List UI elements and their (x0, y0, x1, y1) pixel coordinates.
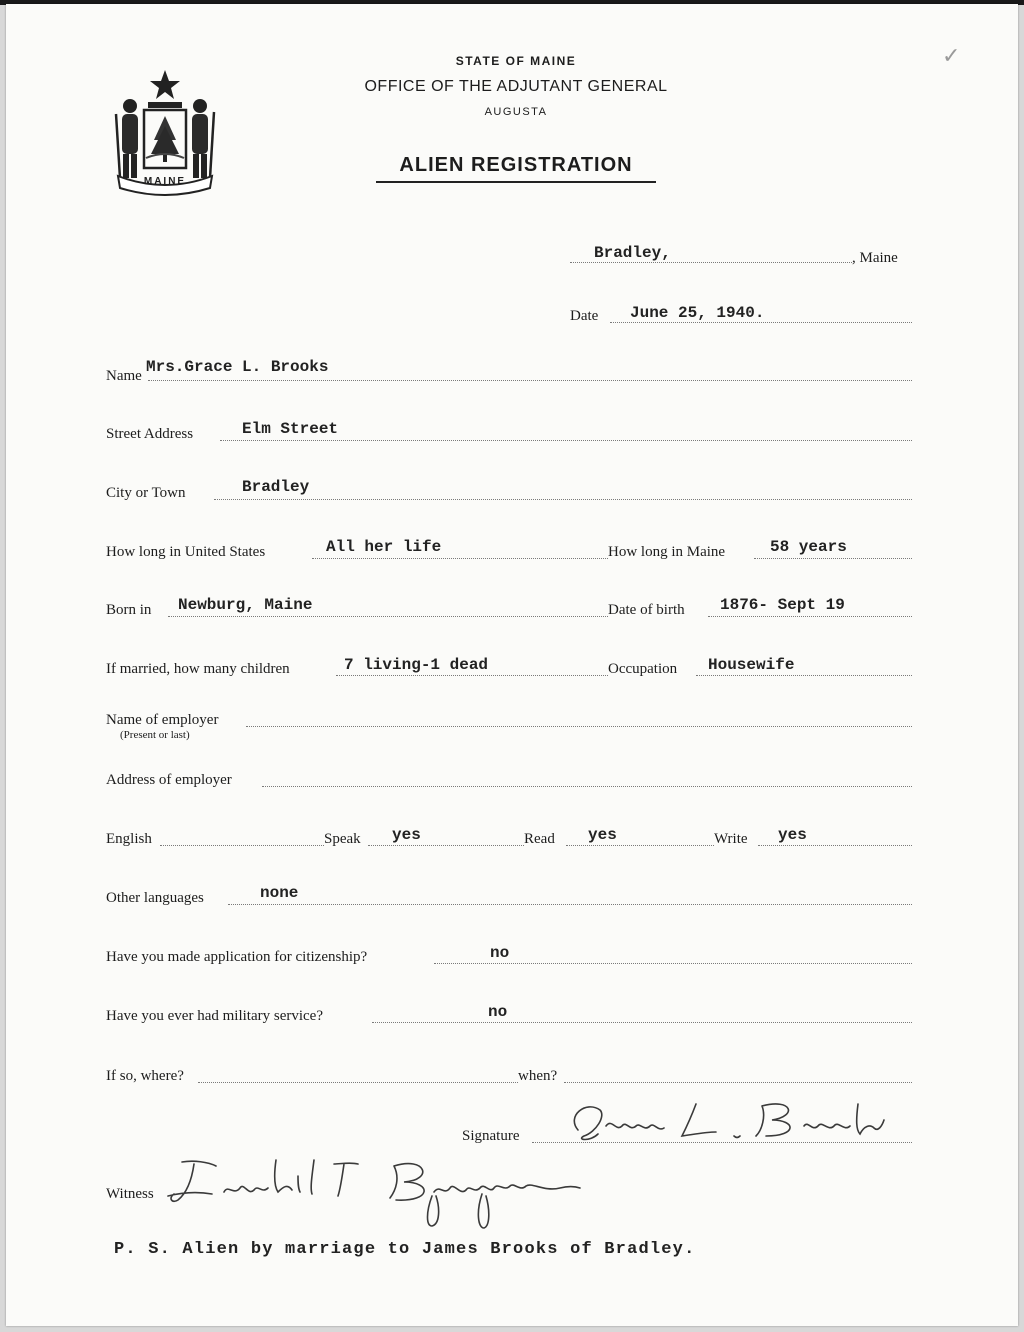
employer-name-label: Name of employer (106, 712, 219, 728)
registration-form-page (6, 4, 1018, 1326)
how-long-maine-value: 58 years (770, 538, 847, 556)
speak-value: yes (392, 826, 421, 844)
employer-name-sublabel: (Present or last) (120, 729, 190, 741)
header-office: OFFICE OF THE ADJUTANT GENERAL (364, 78, 668, 95)
name-label: Name (106, 368, 142, 384)
how-long-us-label: How long in United States (106, 544, 266, 560)
city-label: City or Town (106, 485, 186, 501)
when-label: when? (518, 1068, 558, 1084)
seal-banner-text: MAINE (143, 176, 187, 187)
dob-label: Date of birth (608, 602, 685, 618)
citizenship-label: Have you made application for citizenship? (106, 949, 368, 965)
how-long-us-value: All her life (326, 538, 442, 556)
header-city: AUGUSTA (484, 106, 548, 118)
speak-label: Speak (324, 831, 361, 847)
other-languages-label: Other languages (106, 890, 204, 906)
place-value: Bradley, (594, 244, 671, 262)
english-label: English (106, 831, 152, 847)
occupation-value: Housewife (708, 656, 795, 674)
occupation-label: Occupation (608, 661, 678, 677)
read-value: yes (588, 826, 617, 844)
signature-label: Signature (462, 1128, 520, 1144)
witness-label: Witness (106, 1186, 154, 1202)
how-long-maine-label: How long in Maine (608, 544, 726, 560)
born-in-label: Born in (106, 602, 152, 618)
header-state: STATE OF MAINE (455, 54, 577, 68)
other-languages-value: none (260, 884, 299, 902)
street-value: Elm Street (242, 420, 339, 438)
check-mark-icon: ✓ (942, 44, 961, 69)
military-label: Have you ever had military service? (106, 1008, 323, 1024)
write-label: Write (714, 831, 748, 847)
name-value: Mrs.Grace L. Brooks (146, 358, 329, 376)
employer-address-label: Address of employer (106, 772, 232, 788)
witness-signature-handwriting (164, 1156, 584, 1236)
date-label: Date (570, 308, 599, 324)
date-value: June 25, 1940. (630, 304, 765, 322)
form-title: ALIEN REGISTRATION (399, 154, 633, 176)
read-label: Read (524, 831, 555, 847)
signature-handwriting (566, 1096, 886, 1148)
write-value: yes (778, 826, 807, 844)
military-value: no (488, 1003, 508, 1021)
place-suffix: , Maine (852, 250, 898, 266)
if-so-where-label: If so, where? (106, 1068, 184, 1084)
street-label: Street Address (106, 426, 194, 442)
citizenship-value: no (490, 944, 510, 962)
postscript-note: P. S. Alien by marriage to James Brooks of Bradley. (114, 1240, 696, 1259)
children-value: 7 living-1 dead (344, 656, 489, 674)
city-value: Bradley (242, 478, 310, 496)
title-underline (376, 181, 656, 183)
children-label: If married, how many children (106, 661, 290, 677)
born-in-value: Newburg, Maine (178, 596, 313, 614)
dob-value: 1876- Sept 19 (720, 596, 845, 614)
